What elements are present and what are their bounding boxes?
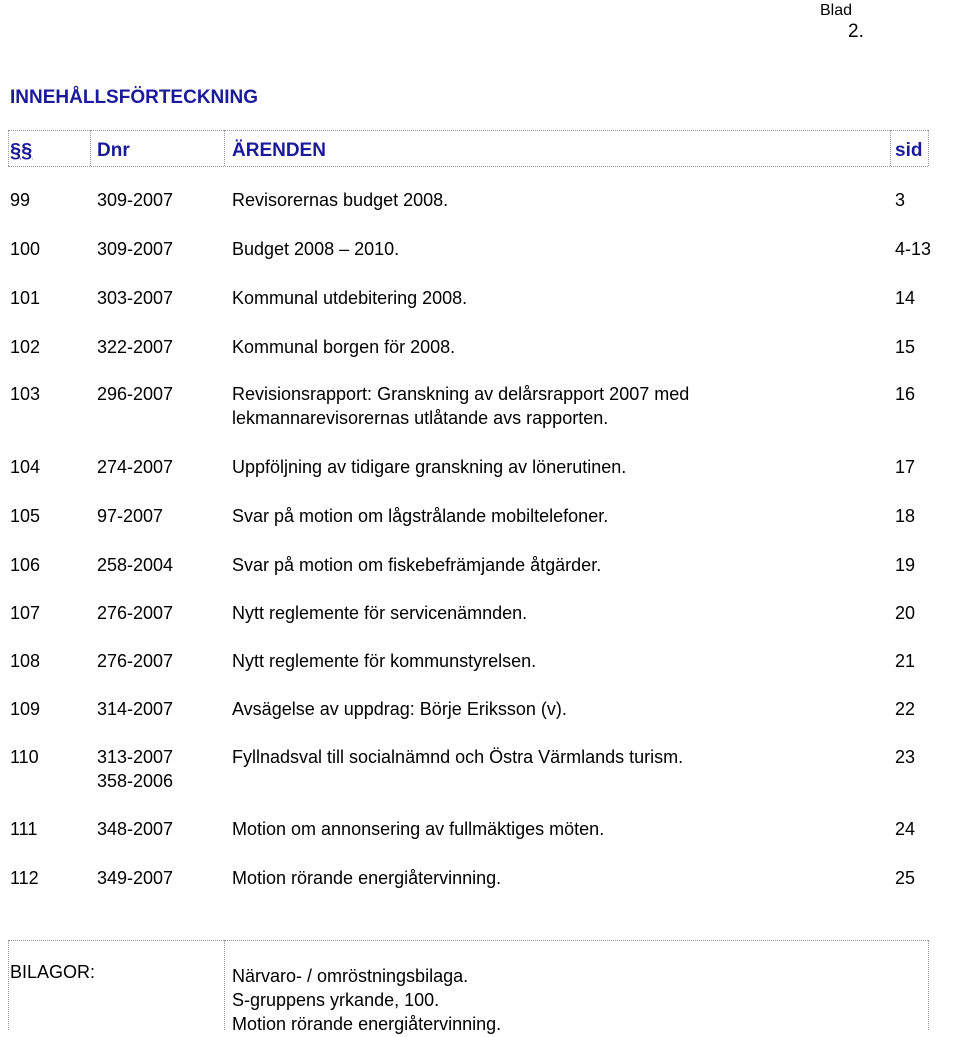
dnr-value: 303-2007 bbox=[97, 288, 174, 308]
bilagor-top-rule bbox=[8, 940, 928, 941]
arende-title-line: Budget 2008 – 2010. bbox=[232, 239, 400, 259]
bilagor-list bbox=[232, 964, 501, 1036]
arende-title bbox=[232, 866, 792, 890]
table-left-rule bbox=[8, 130, 9, 166]
dnr-cell bbox=[97, 745, 173, 793]
sid-column-header: sid bbox=[895, 140, 923, 161]
arende-title bbox=[232, 553, 792, 577]
dnr-cell bbox=[97, 553, 173, 577]
bilagor-divider-rule bbox=[224, 940, 225, 1030]
page-reference: 25 bbox=[895, 868, 916, 888]
dnr-cell bbox=[97, 286, 173, 310]
paragraph-number: 100 bbox=[10, 239, 41, 259]
col-rule-1 bbox=[90, 130, 91, 166]
bilagor-item: Närvaro- / omröstningsbilaga. bbox=[232, 966, 469, 986]
page-reference: 21 bbox=[895, 651, 916, 671]
arende-title-line: Revisorernas budget 2008. bbox=[232, 190, 449, 210]
arende-title-line: Svar på motion om lågstrålande mobiltelefoner. bbox=[232, 506, 609, 526]
arende-title-line: Kommunal borgen för 2008. bbox=[232, 337, 456, 357]
dnr-value: 309-2007 bbox=[97, 190, 174, 210]
paragraph-number: 105 bbox=[10, 506, 41, 526]
arende-title bbox=[232, 382, 792, 430]
document-title: INNEHÅLLSFÖRTECKNING bbox=[10, 87, 259, 108]
sheet-number: 2. bbox=[848, 21, 864, 42]
page-reference: 19 bbox=[895, 555, 916, 575]
dnr-cell bbox=[97, 455, 173, 479]
paragraph-number: 99 bbox=[10, 190, 31, 210]
page-reference: 22 bbox=[895, 699, 916, 719]
paragraph-number: 111 bbox=[10, 819, 38, 839]
arende-title-line: Revisionsrapport: Granskning av delårsrapport 2007 med bbox=[232, 384, 690, 404]
arende-title bbox=[232, 504, 792, 528]
dnr-value: 349-2007 bbox=[97, 868, 174, 888]
sheet-label: Blad bbox=[820, 2, 853, 19]
arende-title bbox=[232, 817, 792, 841]
dnr-cell bbox=[97, 817, 173, 841]
dnr-cell bbox=[97, 649, 173, 673]
dnr-cell bbox=[97, 504, 163, 528]
table-top-rule bbox=[8, 130, 928, 131]
page-reference: 4-13 bbox=[895, 239, 932, 259]
page-reference: 20 bbox=[895, 603, 916, 623]
col-rule-3 bbox=[890, 130, 891, 166]
paragraph-number: 107 bbox=[10, 603, 41, 623]
bilagor-right-rule bbox=[928, 940, 929, 1030]
table-right-rule bbox=[928, 130, 929, 166]
dnr-value: 97-2007 bbox=[97, 506, 164, 526]
page-reference: 23 bbox=[895, 747, 916, 767]
bilagor-label: BILAGOR: bbox=[10, 962, 96, 982]
arende-title bbox=[232, 697, 792, 721]
dnr-cell bbox=[97, 697, 173, 721]
page-reference: 16 bbox=[895, 384, 916, 404]
arende-title-line: Nytt reglemente för servicenämnden. bbox=[232, 603, 528, 623]
dnr-value: 322-2007 bbox=[97, 337, 174, 357]
arende-title bbox=[232, 335, 792, 359]
arende-title bbox=[232, 601, 792, 625]
paragraph-number: 103 bbox=[10, 384, 41, 404]
dnr-value: 276-2007 bbox=[97, 603, 174, 623]
paragraph-column-header: §§ bbox=[10, 140, 33, 162]
paragraph-number: 104 bbox=[10, 457, 41, 477]
arende-title-line: Kommunal utdebitering 2008. bbox=[232, 288, 468, 308]
dnr-value: 313-2007 bbox=[97, 747, 174, 767]
arende-title bbox=[232, 649, 792, 673]
dnr-cell bbox=[97, 601, 173, 625]
dnr-column-header: Dnr bbox=[97, 140, 130, 161]
paragraph-number: 106 bbox=[10, 555, 41, 575]
col-rule-2 bbox=[224, 130, 225, 166]
arende-title-line: Uppföljning av tidigare granskning av lönerutinen. bbox=[232, 457, 627, 477]
bilagor-item: Motion rörande energiåtervinning. bbox=[232, 1014, 502, 1034]
dnr-cell bbox=[97, 237, 173, 261]
dnr-value: 276-2007 bbox=[97, 651, 174, 671]
bilagor-left-rule bbox=[8, 940, 9, 1030]
arende-title bbox=[232, 455, 792, 479]
paragraph-number: 110 bbox=[10, 747, 39, 767]
paragraph-number: 112 bbox=[10, 868, 39, 888]
dnr-value: 309-2007 bbox=[97, 239, 174, 259]
arende-title-line: Svar på motion om fiskebefrämjande åtgärder. bbox=[232, 555, 602, 575]
bilagor-item: S-gruppens yrkande, 100. bbox=[232, 990, 440, 1010]
dnr-value: 258-2004 bbox=[97, 555, 174, 575]
dnr-value: 314-2007 bbox=[97, 699, 174, 719]
paragraph-number: 108 bbox=[10, 651, 41, 671]
dnr-cell bbox=[97, 188, 173, 212]
page-reference: 14 bbox=[895, 288, 916, 308]
page-reference: 24 bbox=[895, 819, 916, 839]
dnr-value: 348-2007 bbox=[97, 819, 174, 839]
dnr-cell bbox=[97, 866, 173, 890]
arende-title bbox=[232, 745, 792, 769]
dnr-value: 296-2007 bbox=[97, 384, 174, 404]
arende-title-line: Nytt reglemente för kommunstyrelsen. bbox=[232, 651, 537, 671]
arenden-column-header: ÄRENDEN bbox=[232, 140, 326, 161]
table-header-rule bbox=[8, 166, 928, 167]
page-reference: 3 bbox=[895, 190, 906, 210]
arende-title-line: lekmannarevisorernas utlåtande avs rapporten. bbox=[232, 408, 609, 428]
arende-title bbox=[232, 188, 792, 212]
dnr-value: 274-2007 bbox=[97, 457, 174, 477]
page-reference: 15 bbox=[895, 337, 916, 357]
arende-title bbox=[232, 237, 792, 261]
page-reference: 17 bbox=[895, 457, 916, 477]
paragraph-number: 101 bbox=[10, 288, 41, 308]
dnr-value: 358-2006 bbox=[97, 771, 174, 791]
page-reference: 18 bbox=[895, 506, 916, 526]
paragraph-number: 109 bbox=[10, 699, 41, 719]
dnr-cell bbox=[97, 335, 173, 359]
paragraph-number: 102 bbox=[10, 337, 41, 357]
arende-title-line: Motion rörande energiåtervinning. bbox=[232, 868, 502, 888]
arende-title-line: Motion om annonsering av fullmäktiges möten. bbox=[232, 819, 605, 839]
dnr-cell bbox=[97, 382, 173, 406]
arende-title bbox=[232, 286, 792, 310]
arende-title-line: Avsägelse av uppdrag: Börje Eriksson (v). bbox=[232, 699, 567, 719]
arende-title-line: Fyllnadsval till socialnämnd och Östra Värmlands turism. bbox=[232, 747, 684, 767]
